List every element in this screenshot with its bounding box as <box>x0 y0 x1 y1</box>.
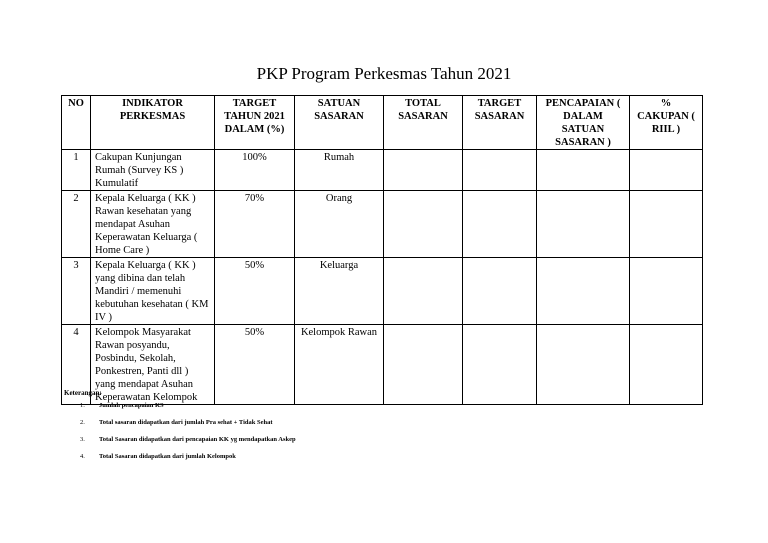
cell-total-sasaran <box>384 150 463 191</box>
header-indikator: INDIKATOR PERKESMAS <box>91 96 215 150</box>
cell-pencapaian <box>537 258 630 325</box>
cell-target-sasaran <box>463 325 537 405</box>
table-header-row <box>62 96 703 150</box>
list-item <box>80 436 296 453</box>
cell-target-sasaran <box>463 191 537 258</box>
header-target-tahun: TARGET TAHUN 2021 DALAM (%) <box>215 96 295 150</box>
cell-cakupan <box>630 325 703 405</box>
table-row <box>62 325 703 405</box>
table-row <box>62 191 703 258</box>
cell-target-sasaran <box>463 258 537 325</box>
cell-target: 50% <box>215 258 295 325</box>
cell-no: 1 <box>62 150 91 191</box>
table-row <box>62 150 703 191</box>
cell-satuan: Orang <box>295 191 384 258</box>
note-number: 3. <box>80 436 85 443</box>
cell-total-sasaran <box>384 325 463 405</box>
note-text: Total sasaran didapatkan dari jumlah Pra sehat + Tidak Sehat <box>99 419 273 426</box>
cell-target: 50% <box>215 325 295 405</box>
pkp-table <box>61 95 703 405</box>
note-number: 4. <box>80 453 85 460</box>
note-text: Total Sasaran didapatkan dari jumlah Kelompok <box>99 453 236 460</box>
list-item <box>80 453 296 470</box>
cell-indikator: Kepala Keluarga ( KK ) yang dibina dan telah Mandiri / memenuhi kebutuhan kesehatan ( KM IV ) <box>91 258 215 325</box>
cell-cakupan <box>630 150 703 191</box>
cell-satuan: Rumah <box>295 150 384 191</box>
header-no: NO <box>62 96 91 150</box>
cell-indikator: Kepala Keluarga ( KK ) Rawan kesehatan yang mendapat Asuhan Keperawatan Keluarga ( Home Care ) <box>91 191 215 258</box>
list-item <box>80 402 296 419</box>
cell-satuan: Kelompok Rawan <box>295 325 384 405</box>
cell-no: 3 <box>62 258 91 325</box>
cell-target: 100% <box>215 150 295 191</box>
cell-indikator: Kelompok Masyarakat Rawan posyandu, Posbindu, Sekolah, Ponkestren, Panti dll ) yang mendapat Asuhan Keperawatan Kelompok <box>91 325 215 405</box>
cell-no: 4 <box>62 325 91 405</box>
note-number: 1. <box>80 402 85 409</box>
note-number: 2. <box>80 419 85 426</box>
cell-total-sasaran <box>384 191 463 258</box>
cell-pencapaian <box>537 191 630 258</box>
header-cakupan: % CAKUPAN ( RIIL ) <box>630 96 703 150</box>
header-total-sasaran: TOTAL SASARAN <box>384 96 463 150</box>
cell-cakupan <box>630 191 703 258</box>
table-row <box>62 258 703 325</box>
cell-pencapaian <box>537 325 630 405</box>
cell-pencapaian <box>537 150 630 191</box>
header-satuan-sasaran: SATUAN SASARAN <box>295 96 384 150</box>
cell-indikator: Cakupan Kunjungan Rumah (Survey KS ) Kumulatif <box>91 150 215 191</box>
page-title: PKP Program Perkesmas Tahun 2021 <box>256 64 512 83</box>
cell-target: 70% <box>215 191 295 258</box>
list-item <box>80 419 296 436</box>
cell-no: 2 <box>62 191 91 258</box>
notes-heading: Keterangan: <box>64 389 102 397</box>
note-text: Jumlah pencapaian KS <box>99 402 164 409</box>
note-text: Total Sasaran didapatkan dari pencapaian KK yg mendapatkan Askep <box>99 436 296 443</box>
header-target-sasaran: TARGET SASARAN <box>463 96 537 150</box>
cell-satuan: Keluarga <box>295 258 384 325</box>
notes-list <box>80 402 296 470</box>
header-pencapaian: PENCAPAIAN ( DALAM SATUAN SASARAN ) <box>537 96 630 150</box>
cell-target-sasaran <box>463 150 537 191</box>
cell-total-sasaran <box>384 258 463 325</box>
cell-cakupan <box>630 258 703 325</box>
